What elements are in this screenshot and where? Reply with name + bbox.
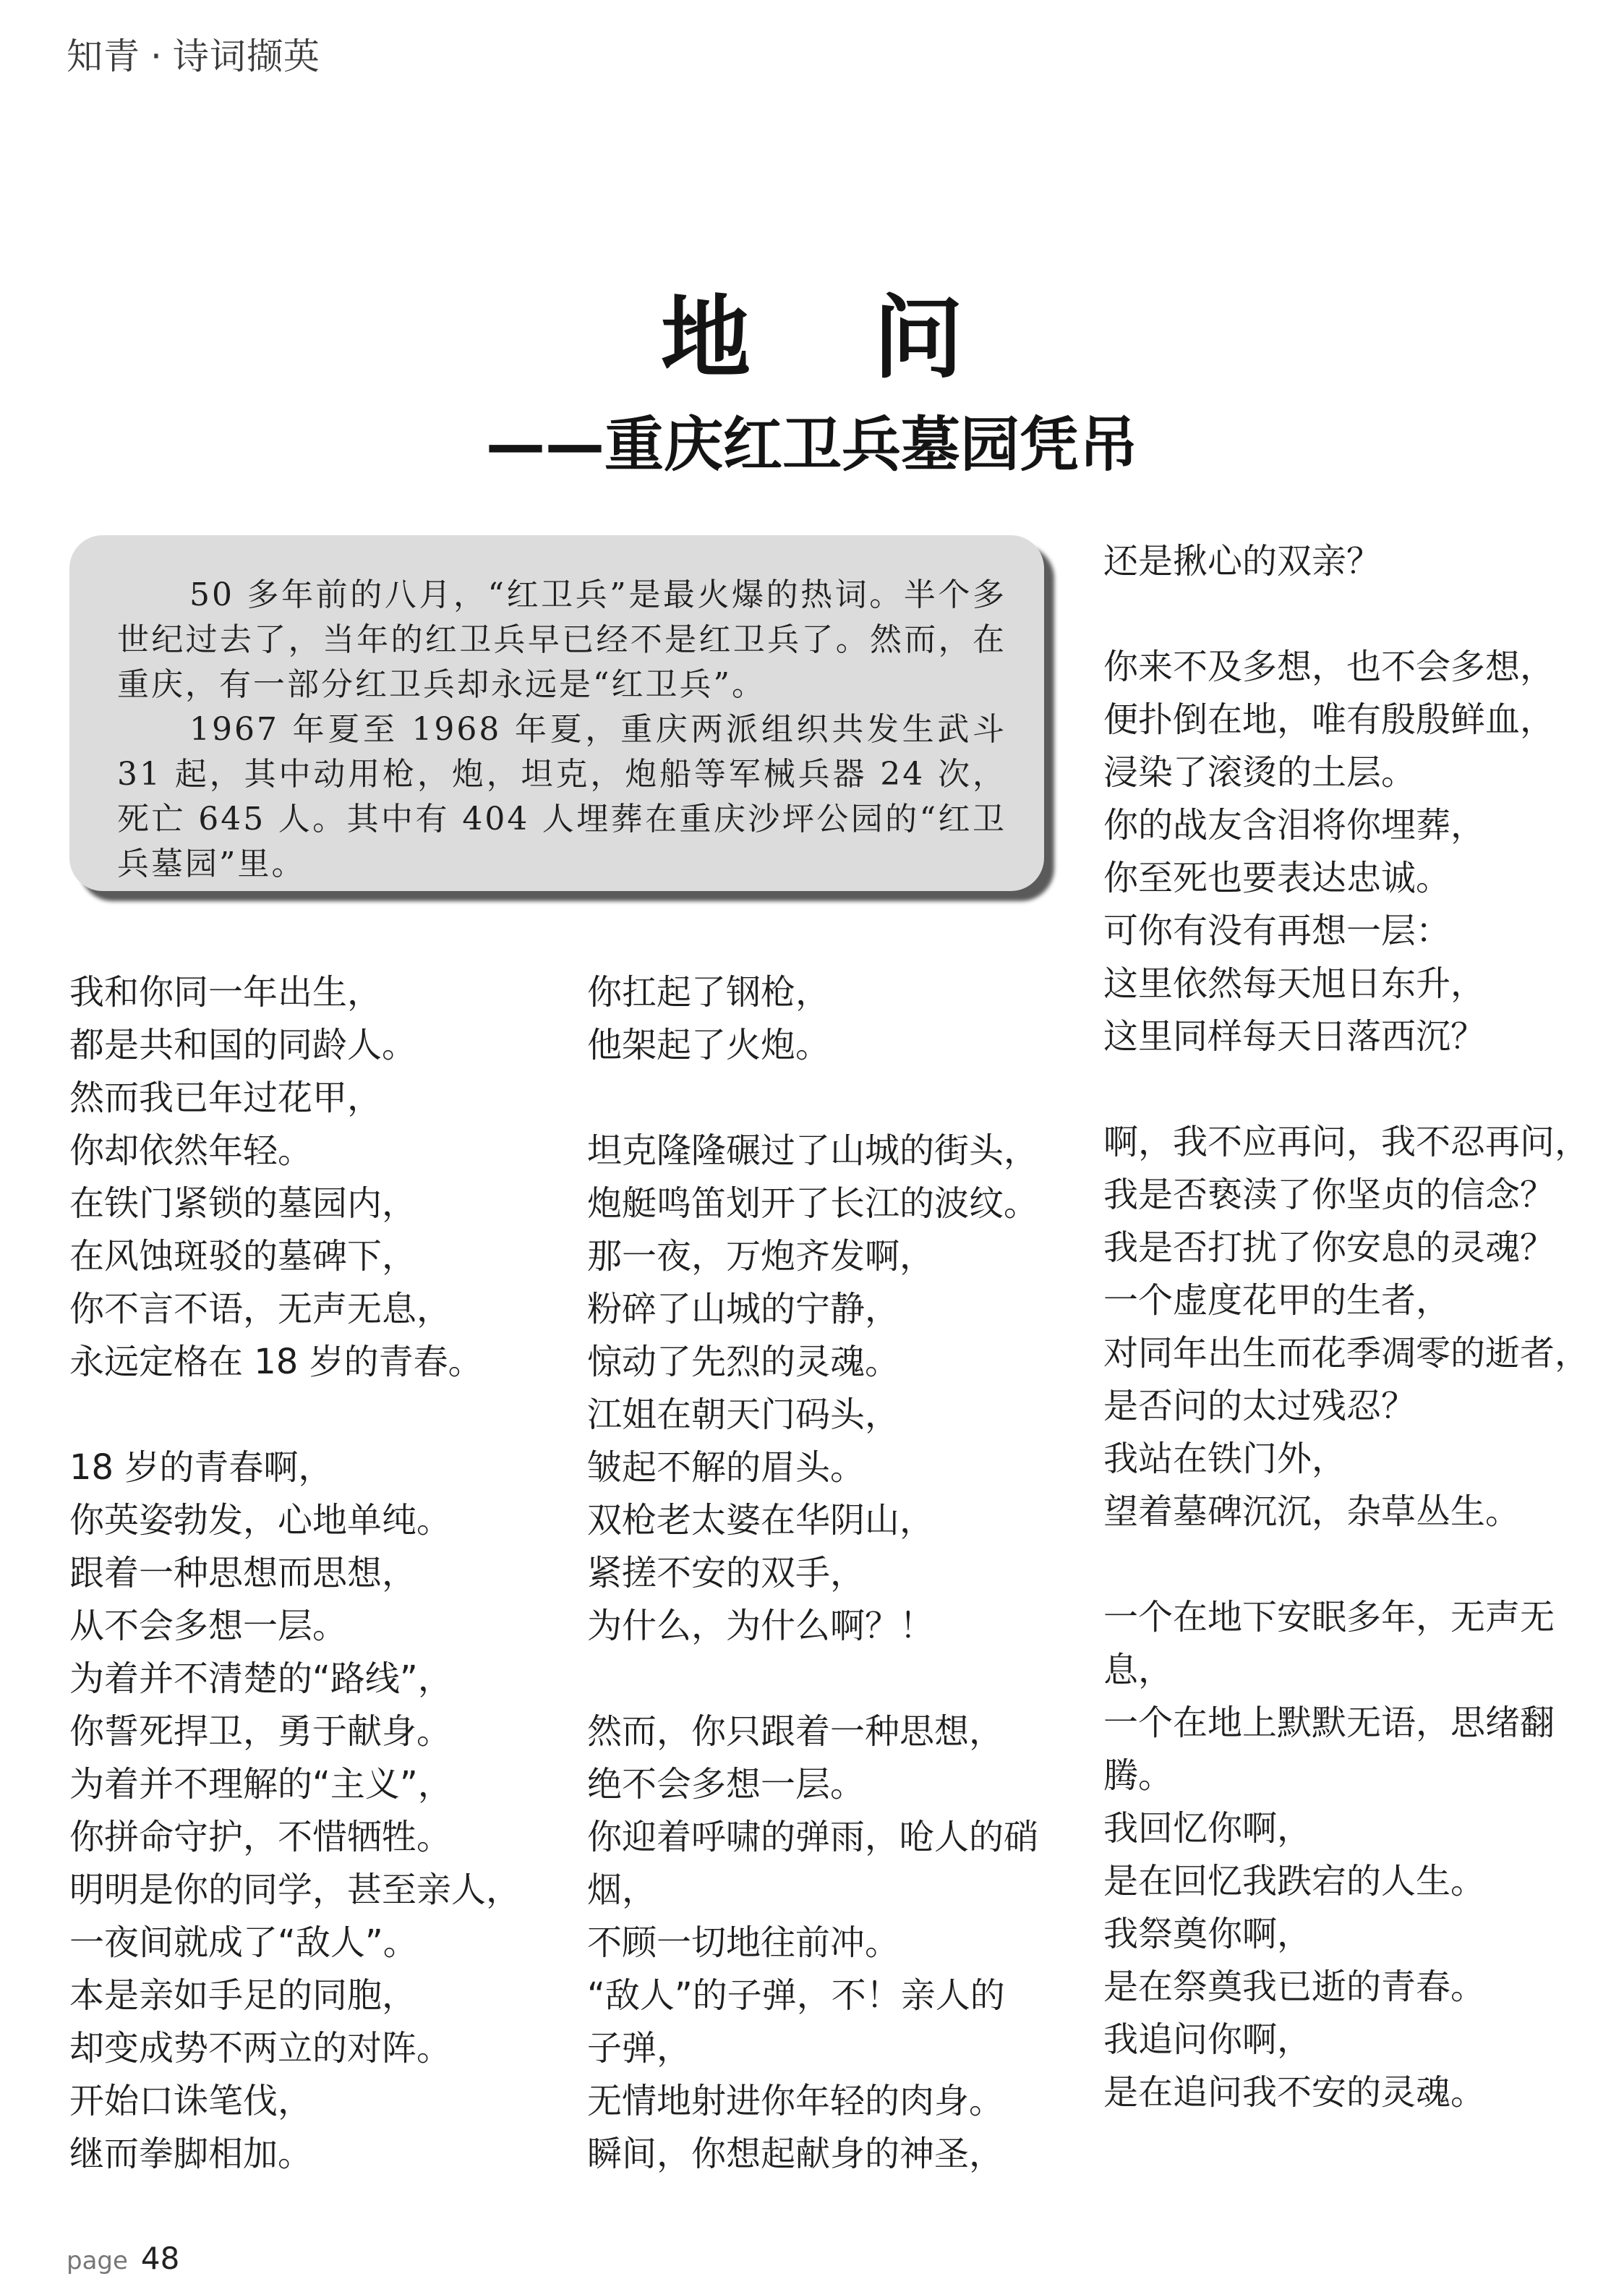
poem-line: 江姐在朝天门码头， xyxy=(587,1394,900,1435)
page-number: 48 xyxy=(140,2241,180,2276)
poem-line: 我和你同一年出生， xyxy=(69,972,383,1013)
poem-line: 他架起了火炮。 xyxy=(587,1025,831,1065)
poem-line: 啊，我不应再问，我不忍再问， xyxy=(1103,1122,1590,1162)
poem-line: 这里依然每天旭日东升， xyxy=(1103,963,1486,1004)
poem-line: 烟， xyxy=(587,1870,657,1910)
column-name: 诗词撷英 xyxy=(172,35,320,77)
poem-line: 一个虚度花甲的生者， xyxy=(1103,1280,1451,1321)
poem-line: 你扛起了钢枪， xyxy=(587,972,831,1013)
poem-line: 跟着一种思想而思想， xyxy=(69,1553,417,1593)
poem-line: 无情地射进你年轻的肉身。 xyxy=(587,2081,1004,2121)
poem-line: 望着墓碑沉沉，杂草丛生。 xyxy=(1103,1491,1521,1532)
poem-line: 是在追问我不安的灵魂。 xyxy=(1103,2072,1486,2113)
header-separator: · xyxy=(150,35,163,77)
poem-line: 你至死也要表达忠诚。 xyxy=(1103,858,1451,898)
poem-title xyxy=(0,266,1624,395)
poem-line: 你的战友含泪将你埋葬， xyxy=(1103,805,1486,845)
poem-column-2 xyxy=(587,966,1064,2181)
poem-line: 浸染了滚烫的土层。 xyxy=(1103,752,1416,793)
page-footer xyxy=(67,2241,179,2276)
title-char-2: 问 xyxy=(873,286,964,391)
poem-line: 还是揪心的双亲？ xyxy=(1103,541,1382,581)
poem-line: 我追问你啊， xyxy=(1103,2019,1312,2060)
stanza-break xyxy=(587,1653,1064,1705)
poem-line: 永远定格在 18 岁的青春。 xyxy=(69,1342,483,1382)
poem-line: 从不会多想一层。 xyxy=(69,1606,348,1646)
poem-line: 紧搓不安的双手， xyxy=(587,1553,866,1593)
poem-line: 你却依然年轻。 xyxy=(69,1130,313,1171)
poem-line: 我祭奠你啊， xyxy=(1103,1914,1312,1954)
poem-line: 在铁门紧锁的墓园内， xyxy=(69,1183,417,1224)
section-name: 知青 xyxy=(67,35,140,77)
section-header xyxy=(67,27,320,80)
poem-line: 为着并不理解的“主义”， xyxy=(69,1764,453,1805)
poem-line: 明明是你的同学，甚至亲人， xyxy=(69,1870,521,1910)
title-char-1: 地 xyxy=(660,286,751,391)
poem-line: 瞬间，你想起献身的神圣， xyxy=(587,2134,1004,2174)
stanza-break xyxy=(587,1072,1064,1125)
poem-line: 坦克隆隆碾过了山城的街头， xyxy=(587,1130,1039,1171)
poem-line: 为什么，为什么啊？！ xyxy=(587,1606,935,1646)
poem-line: 双枪老太婆在华阴山， xyxy=(587,1500,935,1541)
stanza-break xyxy=(1103,1063,1581,1116)
poem-line: 你誓死捍卫，勇于献身。 xyxy=(69,1711,452,1752)
poem-line: 息， xyxy=(1103,1650,1174,1690)
poem-line: 你来不及多想，也不会多想， xyxy=(1103,647,1555,687)
poem-line: 在风蚀斑驳的墓碑下， xyxy=(69,1236,417,1277)
poem-line: 我是否打扰了你安息的灵魂？ xyxy=(1103,1227,1555,1268)
poem-line: 一个在地下安眠多年，无声无 xyxy=(1103,1597,1555,1637)
poem-line: 你英姿勃发，心地单纯。 xyxy=(69,1500,452,1541)
poem-column-3 xyxy=(1103,535,1590,2119)
poem-line: 然而我已年过花甲， xyxy=(69,1078,383,1118)
poem-line: 皱起不解的眉头。 xyxy=(587,1447,866,1488)
poem-line: 你迎着呼啸的弹雨，呛人的硝 xyxy=(587,1817,1039,1857)
poem-line: 子弹， xyxy=(587,2028,692,2069)
poem-line: 我站在铁门外， xyxy=(1103,1439,1347,1479)
preface-text xyxy=(117,573,1007,887)
poem-line: 对同年出生而花季凋零的逝者， xyxy=(1103,1333,1590,1373)
poem-line: “敌人”的子弹，不！亲人的 xyxy=(587,1975,1005,2016)
poem-line: 惊动了先烈的灵魂。 xyxy=(587,1342,900,1382)
poem-line: 我是否亵渎了你坚贞的信念？ xyxy=(1103,1175,1555,1215)
poem-line: 可你有没有再想一层： xyxy=(1103,911,1451,951)
poem-line: 炮艇鸣笛划开了长江的波纹。 xyxy=(587,1183,1039,1224)
poem-line: 粉碎了山城的宁静， xyxy=(587,1289,900,1329)
poem-line: 我回忆你啊， xyxy=(1103,1808,1312,1849)
poem-line: 18 岁的青春啊， xyxy=(69,1447,333,1488)
preface-paragraph-2: 1967 年夏至 1968 年夏，重庆两派组织共发生武斗 31 起，其中动用枪，炮，坦克，炮船等军械兵器 24 次，死亡 645 人。其中有 404 人埋葬在重庆沙坪公园的“红卫兵墓园”里。 xyxy=(117,711,1007,882)
poem-subtitle: ——重庆红卫兵墓园凭吊 xyxy=(486,411,1139,480)
poem-line: 是在回忆我跌宕的人生。 xyxy=(1103,1861,1486,1901)
preface-box xyxy=(69,535,1044,891)
poem-line: 开始口诛笔伐， xyxy=(69,2081,313,2121)
poem-line: 一个在地上默默无语，思绪翻 xyxy=(1103,1703,1555,1743)
poem-line: 为着并不清楚的“路线”， xyxy=(69,1658,453,1699)
poem-line: 都是共和国的同龄人。 xyxy=(69,1025,417,1065)
poem-line: 不顾一切地往前冲。 xyxy=(587,1922,900,1963)
poem-line: 你不言不语，无声无息， xyxy=(69,1289,452,1329)
poem-line: 继而拳脚相加。 xyxy=(69,2134,313,2174)
poem-line: 一夜间就成了“敌人”。 xyxy=(69,1922,418,1963)
poem-line: 是在祭奠我已逝的青春。 xyxy=(1103,1967,1486,2007)
poem-line: 腾。 xyxy=(1103,1755,1174,1796)
poem-line: 这里同样每天日落西沉？ xyxy=(1103,1016,1486,1057)
poem-line: 是否问的太过残忍？ xyxy=(1103,1386,1416,1426)
stanza-break xyxy=(1103,1538,1581,1591)
preface-paragraph-1: 50 多年前的八月，“红卫兵”是最火爆的热词。半个多世纪过去了，当年的红卫兵早已经不是红卫兵了。然而，在重庆，有一部分红卫兵却永远是“红卫兵”。 xyxy=(117,576,1007,703)
stanza-break xyxy=(1103,588,1581,641)
poem-line: 本是亲如手足的同胞， xyxy=(69,1975,417,2016)
poem-line: 绝不会多想一层。 xyxy=(587,1764,866,1805)
stanza-break xyxy=(69,1389,547,1441)
poem-line: 你拼命守护，不惜牺牲。 xyxy=(69,1817,452,1857)
poem-line: 那一夜，万炮齐发啊， xyxy=(587,1236,935,1277)
poem-line: 却变成势不两立的对阵。 xyxy=(69,2028,452,2069)
poem-line: 然而，你只跟着一种思想， xyxy=(587,1711,1004,1752)
poem-column-1 xyxy=(69,966,547,2181)
page-label: page xyxy=(67,2246,128,2275)
poem-line: 便扑倒在地，唯有殷殷鲜血， xyxy=(1103,699,1555,740)
